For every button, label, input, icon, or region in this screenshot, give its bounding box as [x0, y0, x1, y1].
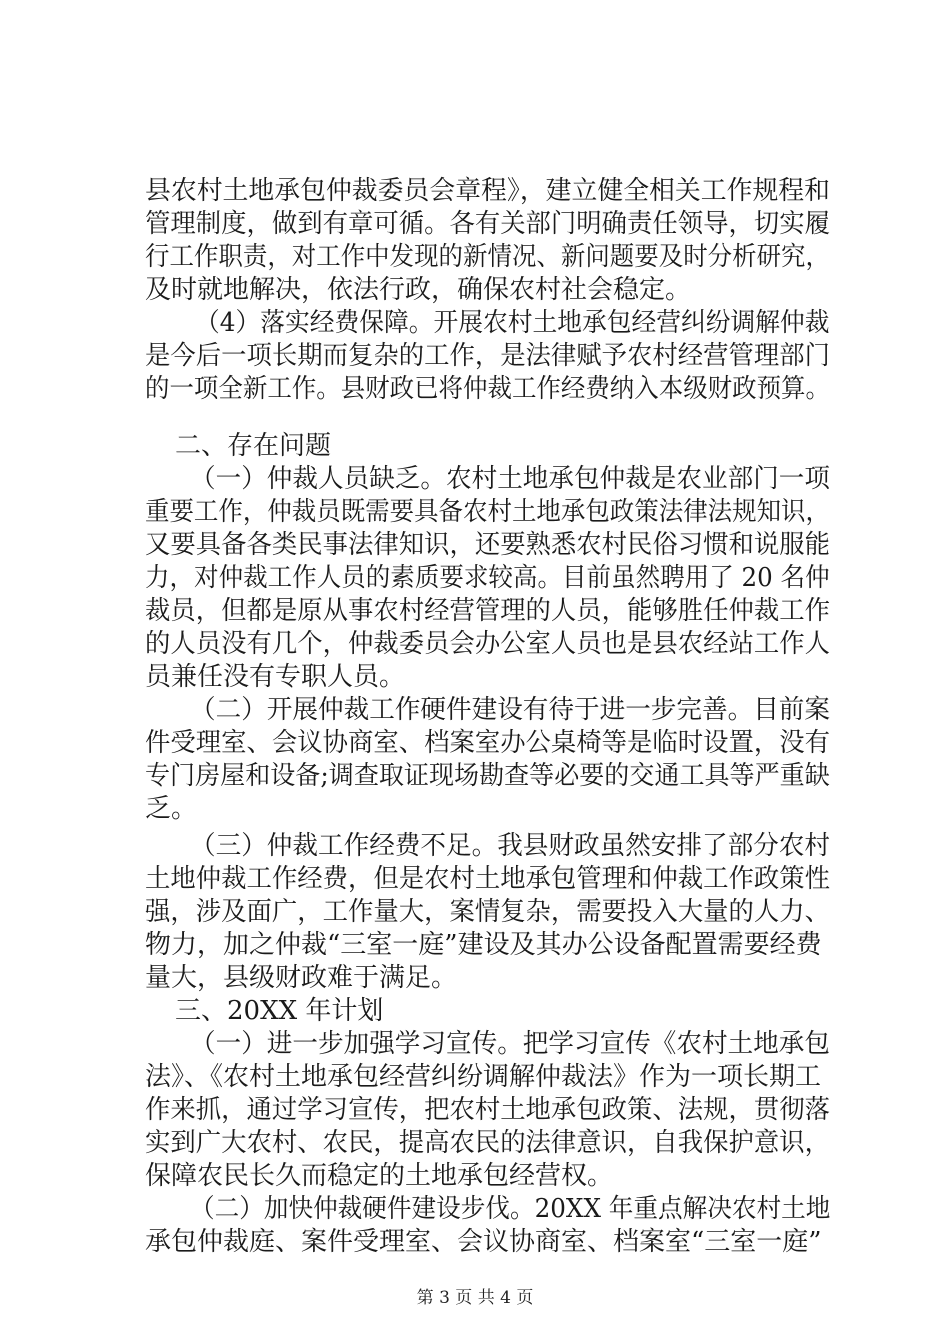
- section-heading: 二、存在问题: [175, 431, 332, 461]
- body-line: 员兼任没有专职人员。: [145, 662, 406, 692]
- body-line: 量大，县级财政难于满足。: [145, 963, 458, 993]
- page-number-footer: 第 3 页 共 4 页: [416, 1288, 534, 1308]
- body-line: 实到广大农村、农民，提高农民的法律意识，自我保护意识，: [145, 1128, 831, 1158]
- body-line: 法》、《农村土地承包经营纠纷调解仲裁法》作为一项长期工: [145, 1062, 822, 1092]
- body-line: 的一项全新工作。县财政已将仲裁工作经费纳入本级财政预算。: [145, 374, 830, 404]
- body-line: 件受理室、会议协商室、档案室办公桌椅等是临时设置，没有: [145, 728, 831, 758]
- body-line: 的人员没有几个，仲裁委员会办公室人员也是县农经站工作人: [145, 629, 831, 659]
- body-line: 及时就地解决，依法行政，确保农村社会稳定。: [145, 275, 692, 305]
- body-line: （一）仲裁人员缺乏。农村土地承包仲裁是农业部门一项: [190, 464, 831, 494]
- body-line: （一）进一步加强学习宣传。把学习宣传《农村土地承包: [190, 1029, 831, 1059]
- body-line: （二）加快仲裁硬件建设步伐。20XX 年重点解决农村土地: [190, 1194, 831, 1224]
- body-line: 管理制度，做到有章可循。各有关部门明确责任领导，切实履: [145, 209, 831, 239]
- body-line: 县农村土地承包仲裁委员会章程》，建立健全相关工作规程和: [145, 176, 831, 206]
- body-line: 裁员，但都是原从事农村经营管理的人员，能够胜任仲裁工作: [145, 596, 831, 626]
- body-line: 又要具备各类民事法律知识，还要熟悉农村民俗习惯和说服能: [145, 530, 831, 560]
- body-line: （4）落实经费保障。开展农村土地承包经营纠纷调解仲裁: [195, 308, 830, 338]
- body-line: 力，对仲裁工作人员的素质要求较高。目前虽然聘用了 20 名仲: [145, 563, 830, 593]
- body-line: 重要工作，仲裁员既需要具备农村土地承包政策法律法规知识，: [145, 497, 830, 527]
- section-heading: 三、20XX 年计划: [175, 996, 384, 1026]
- body-line: 专门房屋和设备;调查取证现场勘查等必要的交通工具等严重缺: [145, 761, 830, 791]
- body-line: 乏。: [145, 794, 198, 824]
- body-line: 土地仲裁工作经费，但是农村土地承包管理和仲裁工作政策性: [145, 864, 831, 894]
- body-line: （二）开展仲裁工作硬件建设有待于进一步完善。目前案: [190, 695, 831, 725]
- body-line: 强，涉及面广，工作量大，案情复杂，需要投入大量的人力、: [145, 897, 831, 927]
- body-line: 作来抓，通过学习宣传，把农村土地承包政策、法规，贯彻落: [145, 1095, 831, 1125]
- body-line: 物力，加之仲裁“三室一庭”建设及其办公设备配置需要经费: [145, 930, 822, 960]
- body-line: 行工作职责，对工作中发现的新情况、新问题要及时分析研究，: [145, 242, 830, 272]
- body-line: 是今后一项长期而复杂的工作，是法律赋予农村经营管理部门: [145, 341, 831, 371]
- body-line: （三）仲裁工作经费不足。我县财政虽然安排了部分农村: [190, 831, 831, 861]
- body-line: 承包仲裁庭、案件受理室、会议协商室、档案室“三室一庭”: [145, 1227, 822, 1257]
- body-line: 保障农民长久而稳定的土地承包经营权。: [145, 1161, 614, 1191]
